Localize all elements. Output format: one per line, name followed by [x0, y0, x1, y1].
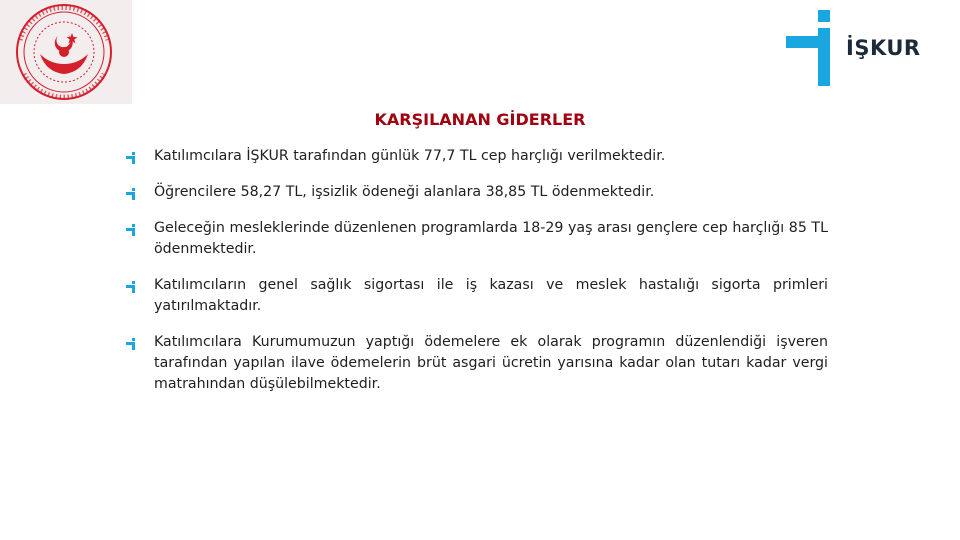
- bullet-text: Katılımcılara İŞKUR tarafından günlük 77,7 TL cep harçlığı verilmektedir.: [154, 148, 666, 164]
- list-item: [126, 146, 828, 167]
- list-item: [126, 182, 828, 203]
- list-item: [126, 275, 828, 317]
- iskur-logo: [786, 10, 946, 90]
- bullet-text: Geleceğin mesleklerinde düzenlenen programlarda 18-29 yaş arası gençlere cep harçlığı 85 TL ödenmektedir.: [154, 220, 828, 257]
- iskur-bullet-icon: [126, 224, 138, 236]
- bullet-text: Katılımcıların genel sağlık sigortası ile iş kazası ve meslek hastalığı sigorta primleri yatırılmaktadır.: [154, 277, 828, 314]
- seal-graphic: [0, 0, 132, 104]
- bullet-text: Katılımcılara Kurumumuzun yaptığı ödemelere ek olarak programın düzenlendiği işveren tarafından yapılan ilave ödemelerin brüt asgari ücretin yarısına kadar olan tutarı kadar vergi matrahından düşülebilmektedir.: [154, 334, 828, 392]
- list-item: [126, 218, 828, 260]
- iskur-logo-text: İŞKUR: [846, 36, 921, 60]
- iskur-bullet-icon: [126, 281, 138, 293]
- iskur-bullet-icon: [126, 338, 138, 350]
- bullet-list: [126, 146, 828, 410]
- bullet-text: Öğrencilere 58,27 TL, işsizlik ödeneği alanlara 38,85 TL ödenmektedir.: [154, 184, 655, 200]
- iskur-bullet-icon: [126, 152, 138, 164]
- iskur-mark-icon: [786, 10, 844, 90]
- iskur-bullet-icon: [126, 188, 138, 200]
- page-title: KARŞILANAN GİDERLER: [374, 110, 586, 129]
- ministry-seal-logo: [0, 0, 132, 104]
- list-item: [126, 332, 828, 395]
